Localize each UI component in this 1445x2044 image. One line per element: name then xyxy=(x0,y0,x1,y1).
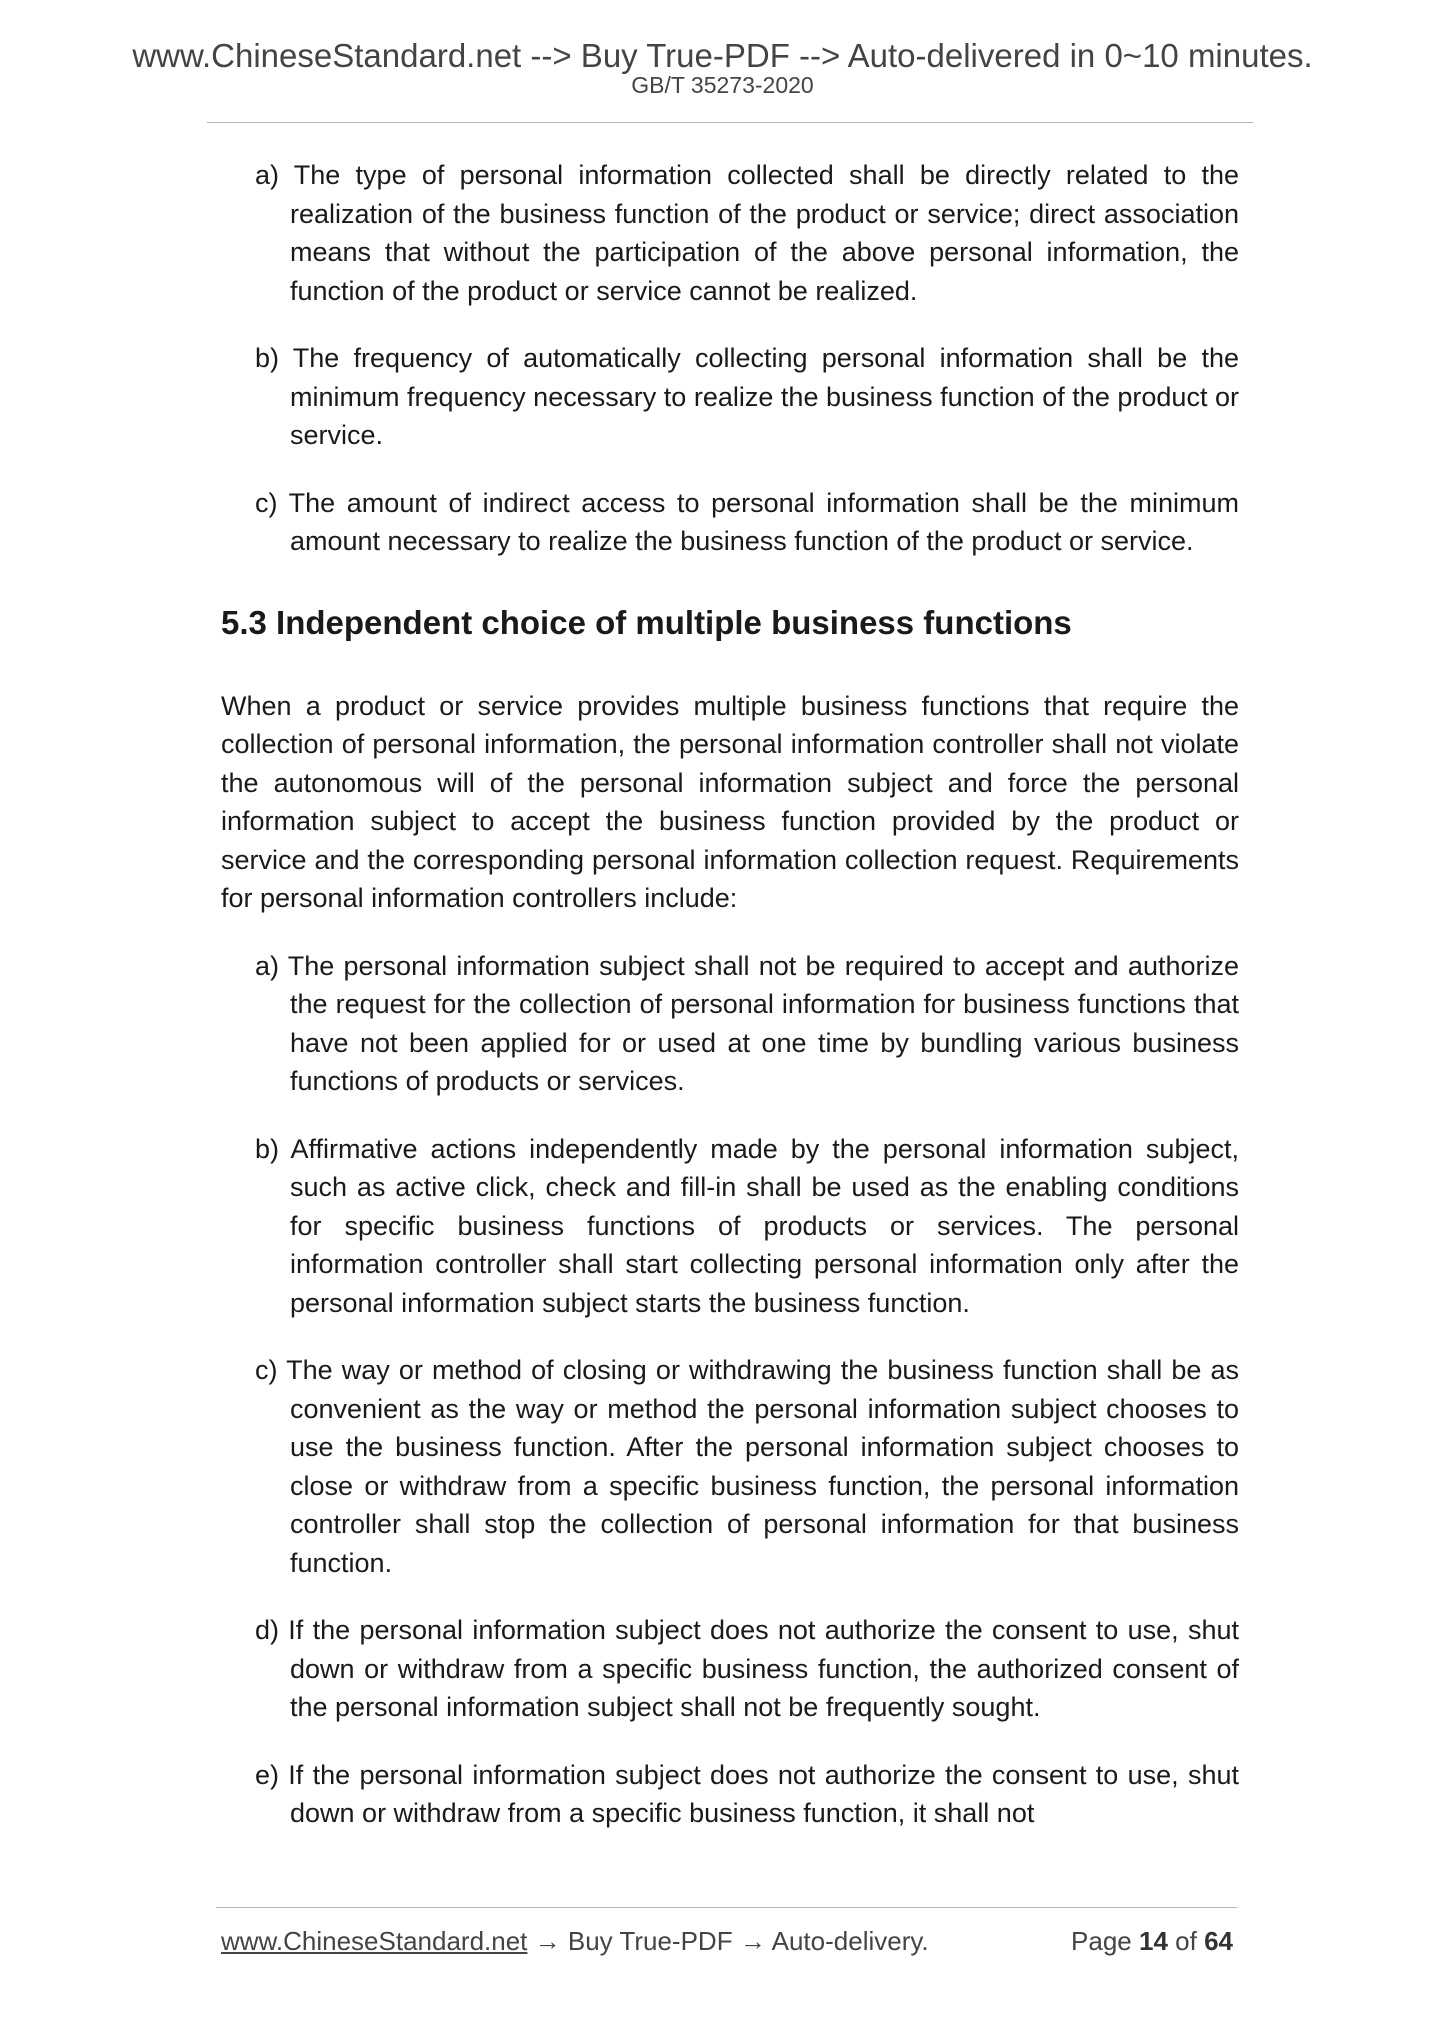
requirement-item-d: d) If the personal information subject does not authorize the consent to use, shut down or withdraw from a specific business function, the authorized consent of the personal information subject shall not be frequently sought. xyxy=(255,1615,1239,1722)
page-current: 14 xyxy=(1139,1926,1168,1956)
header-banner: www.ChineseStandard.net --> Buy True-PDF --> Auto-delivered in 0~10 minutes. xyxy=(132,37,1313,74)
footer-auto-text: Auto-delivery. xyxy=(771,1926,929,1956)
list-item-c: c) The amount of indirect access to personal information shall be the minimum amount necessary to realize the business function of the product or service. xyxy=(255,487,1239,556)
page-content xyxy=(221,156,1239,1862)
section-heading: 5.3 Independent choice of multiple business functions xyxy=(221,603,1072,641)
requirement-item-e: e) If the personal information subject does not authorize the consent to use, shut down or withdraw from a specific business function, it shall not xyxy=(255,1759,1239,1828)
page-number xyxy=(1071,1926,1233,1957)
list-item-a: a) The type of personal information collected shall be directly related to the realization of the business function of the product or service; direct association means that without the participation of the above personal information, the function of the product or service cannot be realized. xyxy=(255,160,1239,306)
requirement-item-c: c) The way or method of closing or withdrawing the business function shall be as convenient as the way or method the personal information subject chooses to use the business function. After the personal information subject chooses to close or withdraw from a specific business function, the personal information controller shall stop the collection of personal information for that business function. xyxy=(255,1355,1239,1578)
arrow-right-icon: → xyxy=(534,1926,561,1956)
of-label: of xyxy=(1175,1926,1197,1956)
requirement-item-a: a) The personal information subject shall not be required to accept and authorize the request for the collection of personal information for business functions that have not been applied for or used at one time by bundling various business functions of products or services. xyxy=(255,950,1239,1096)
header-divider xyxy=(207,122,1253,123)
footer-site-link[interactable]: www.ChineseStandard.net xyxy=(221,1926,528,1956)
page-footer xyxy=(221,1926,1233,1962)
footer-links xyxy=(221,1926,929,1957)
footer-buy-text: Buy True-PDF xyxy=(567,1926,733,1956)
footer-divider xyxy=(216,1907,1237,1908)
arrow-right-icon: → xyxy=(739,1926,766,1956)
document-code: GB/T 35273-2020 xyxy=(631,72,814,98)
list-item-b: b) The frequency of automatically collecting personal information shall be the minimum frequency necessary to realize the business function of the product or service. xyxy=(255,343,1239,450)
page-total: 64 xyxy=(1204,1926,1233,1956)
page-label: Page xyxy=(1071,1926,1132,1956)
requirement-item-b: b) Affirmative actions independently made by the personal information subject, such as active click, check and fill-in shall be used as the enabling conditions for specific business functions of products or services. The personal information controller shall start collecting personal information only after the personal information subject starts the business function. xyxy=(255,1133,1239,1318)
section-paragraph: When a product or service provides multiple business functions that require the collection of personal information, the personal information controller shall not violate the autonomous will of the personal information subject and force the personal information subject to accept the business function provided by the product or service and the corresponding personal information collection request. Requirements for personal information controllers include: xyxy=(221,690,1239,913)
